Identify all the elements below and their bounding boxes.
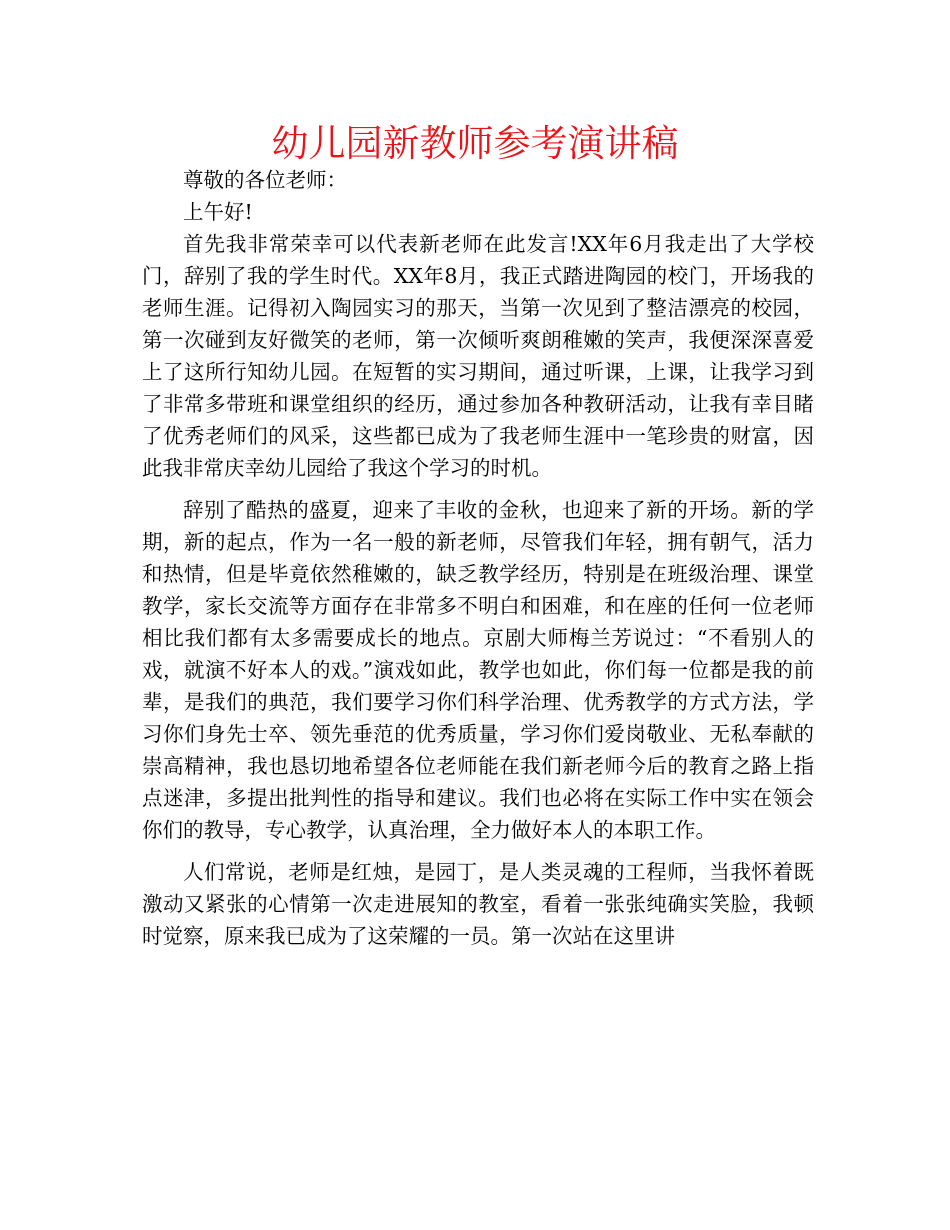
document-title: 幼儿园新教师参考演讲稿 bbox=[271, 122, 679, 165]
salutation: 尊敬的各位老师： bbox=[183, 168, 347, 192]
body-paragraph: 人们常说，老师是红烛，是园丁，是人类灵魂的工程师，当我怀着既激动又紧张的心情第一次走进展知的教室，看着一张张纯确实笑脸，我顿时觉察，原来我已成为了这荣耀的一员。第一次站在这里讲 bbox=[142, 860, 814, 948]
body-paragraph: 辞别了酷热的盛夏，迎来了丰收的金秋，也迎来了新的开场。新的学期，新的起点，作为一名一般的新老师，尽管我们年轻，拥有朝气，活力和热情，但是毕竟依然稚嫩的，缺乏教学经历，特别是在班级治理、课堂教学，家长交流等方面存在非常多不明白和困难，和在座的任何一位老师相比我们都有太多需要成长的地点。京剧大师梅兰芳说过：“不看别人的戏，就演不好本人的戏。”演戏如此，教学也如此，你们每一位都是我的前辈，是我们的典范，我们要学习你们科学治理、优秀教学的方式方法，学习你们身先士卒、领先垂范的优秀质量，学习你们爱岗敬业、无私奉献的崇高精神，我也恳切地希望各位老师能在我们新老师今后的教育之路上指点迷津，多提出批判性的指导和建议。我们也必将在实际工作中实在领会你们的教导，专心教学，认真治理，全力做好本人的本职工作。 bbox=[142, 498, 814, 842]
document-body bbox=[142, 164, 814, 952]
body-paragraph: 首先我非常荣幸可以代表新老师在此发言!XX年6月我走出了大学校门，辞别了我的学生时代。XX年8月，我正式踏进陶园的校门，开场我的老师生涯。记得初入陶园实习的那天，当第一次见到了整洁漂亮的校园，第一次碰到友好微笑的老师，第一次倾听爽朗稚嫩的笑声，我便深深喜爱上了这所行知幼儿园。在短暂的实习期间，通过听课，上课，让我学习到了非常多带班和课堂组织的经历，通过参加各种教研活动，让我有幸目睹了优秀老师们的风采，这些都已成为了我老师生涯中一笔珍贵的财富，因此我非常庆幸幼儿园给了我这个学习的时机。 bbox=[142, 232, 814, 480]
greeting: 上午好! bbox=[183, 200, 253, 224]
